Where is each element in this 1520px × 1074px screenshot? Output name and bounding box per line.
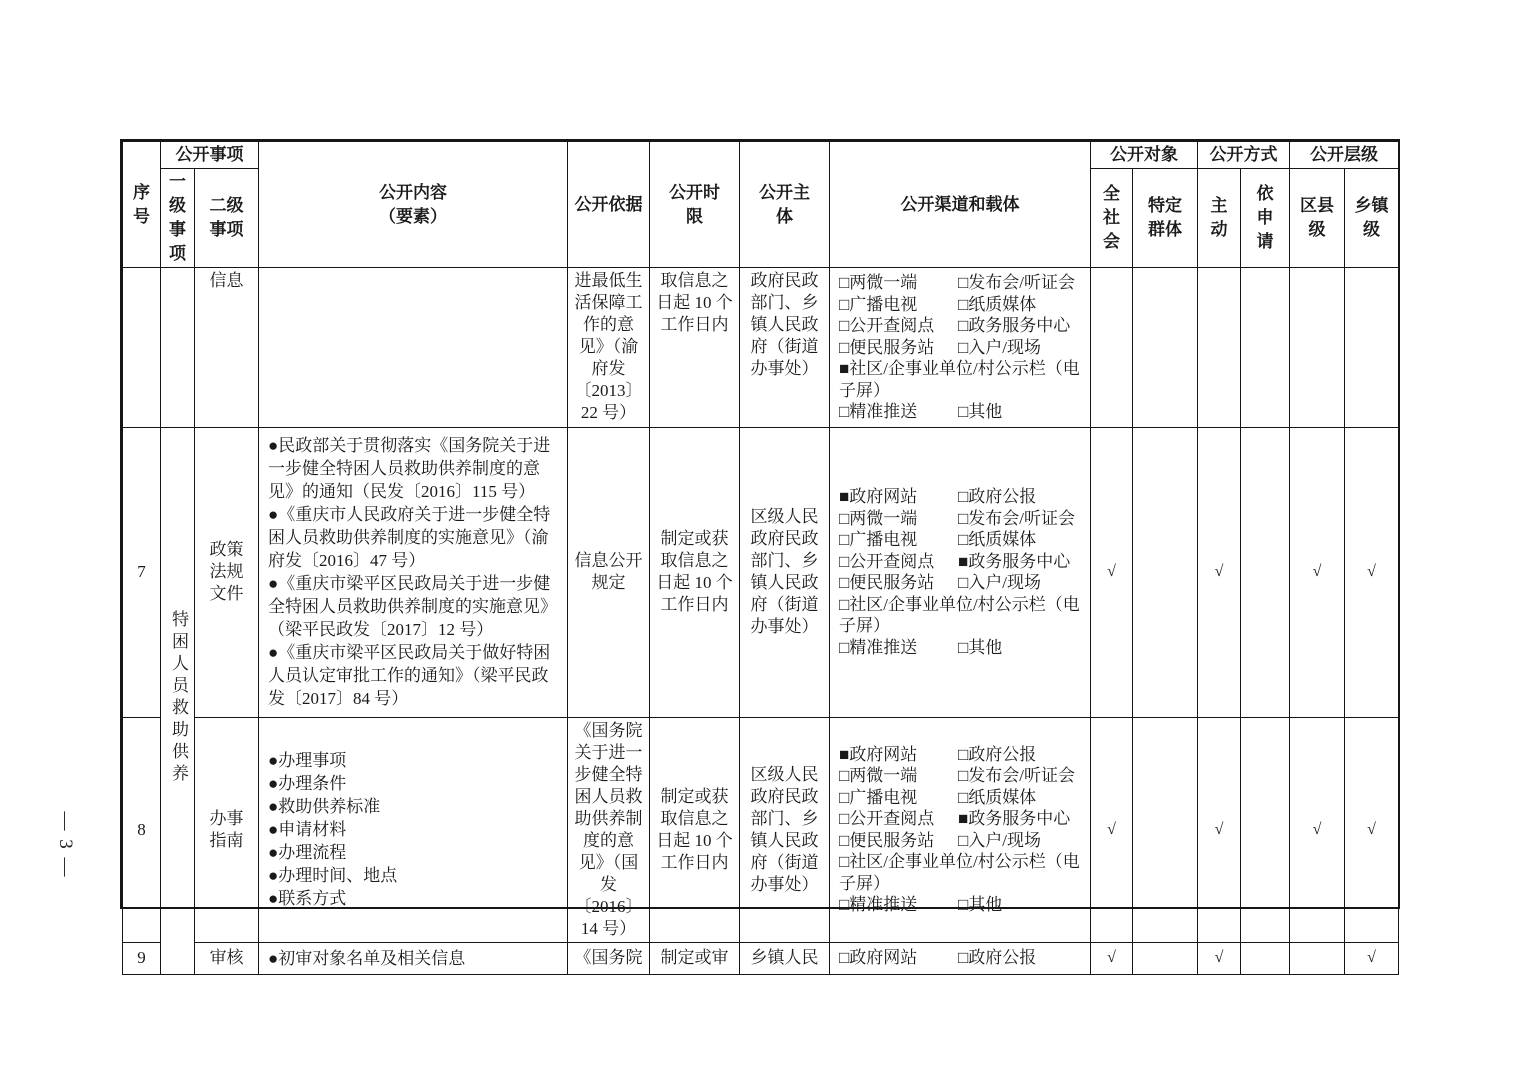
cell-seq: 8 (123, 717, 161, 942)
channel-option: □广播电视 (839, 787, 918, 807)
channel-option: □入户/现场 (958, 573, 1041, 592)
content-bullet: ●初审对象名单及相关信息 (268, 948, 466, 968)
table-row-continuation (123, 268, 1399, 428)
channel-option: □发布会/听证会 (958, 273, 1075, 292)
channel-option: □发布会/听证会 (958, 766, 1075, 785)
cell-basis: 进最低生活保障工作的意见》（渝府发〔2013〕22 号） (568, 268, 650, 428)
col-header-content (259, 142, 568, 268)
cell-subject: 政府民政部门、乡镇人民政府（街道办事处） (740, 268, 830, 428)
col-header-method-active: 主动 (1198, 169, 1241, 268)
channel-option: □社区/企事业单位/村公示栏（电子屏） (839, 852, 1080, 893)
channel-option-row (839, 529, 1086, 551)
content-bullet: ●救助供养标准 (268, 797, 381, 816)
check-cell-target-specific (1133, 942, 1198, 974)
cell-channels (830, 717, 1091, 942)
channel-option: □精准推送 (839, 637, 918, 657)
check-cell-target-all: √ (1091, 942, 1133, 974)
check-cell-level-township: √ (1345, 427, 1399, 717)
channel-option-row (839, 787, 1086, 809)
channel-option-row (839, 294, 1086, 316)
col-header-level1: 一级事项 (161, 169, 195, 268)
channel-option-row (839, 851, 1086, 894)
channel-option: □政府公报 (958, 744, 1037, 764)
col-header-target-specific: 特定群体 (1133, 169, 1198, 268)
cell-seq: 7 (123, 427, 161, 717)
cell-level2: 办事指南 (195, 717, 259, 942)
cell-content (259, 942, 568, 974)
check-cell-level-township: √ (1345, 717, 1399, 942)
channel-option-row (839, 551, 1086, 573)
cell-channels (830, 942, 1091, 974)
cell-subject: 区级人民政府民政部门、乡镇人民政府（街道办事处） (740, 427, 830, 717)
check-cell-method-active: √ (1198, 942, 1241, 974)
col-header-method-request: 依申请 (1241, 169, 1290, 268)
check-cell-level-district: √ (1290, 427, 1345, 717)
check-cell-target-specific (1133, 427, 1198, 717)
check-cell-method-active: √ (1198, 427, 1241, 717)
col-header-channels: 公开渠道和载体 (830, 142, 1091, 268)
cell-time-limit: 制定或获取信息之日起 10 个工作日内 (650, 717, 740, 942)
channel-option: ■政府网站 (839, 744, 918, 764)
col-header-level-district: 区县级 (1290, 169, 1345, 268)
channel-option: □政务服务中心 (958, 316, 1071, 335)
col-header-method: 公开方式 (1198, 142, 1290, 169)
cell-level1 (161, 268, 195, 428)
col-header-level2: 二级事项 (195, 169, 259, 268)
cell-basis: 信息公开规定 (568, 427, 650, 717)
content-bullet: ●办理时间、地点 (268, 866, 398, 885)
col-header-basis: 公开依据 (568, 142, 650, 268)
channel-option: □广播电视 (839, 294, 918, 314)
channel-option-row (839, 594, 1086, 637)
check-cell-method-request (1241, 717, 1290, 942)
content-bullet: ●联系方式 (268, 889, 347, 908)
cell-time-limit: 取信息之日起 10 个工作日内 (650, 268, 740, 428)
check-cell-method-request (1241, 268, 1290, 428)
channel-option-row (839, 272, 1086, 294)
check-cell-method-request (1241, 942, 1290, 974)
channel-option: □便民服务站 (839, 573, 935, 592)
page-number: — 3 — (55, 811, 76, 879)
check-cell-level-district (1290, 268, 1345, 428)
content-bullet: ●办理事项 (268, 751, 347, 770)
cell-basis: 《国务院关于进一步健全特困人员救助供养制度的意见》（国发〔2016〕14 号） (568, 717, 650, 942)
channel-option-row (839, 572, 1086, 594)
channel-option: □便民服务站 (839, 830, 935, 850)
channel-option: □纸质媒体 (958, 530, 1037, 549)
table (122, 141, 1399, 975)
content-bullet: ●《重庆市人民政府关于进一步健全特困人员救助供养制度的实施意见》（渝府发〔2016〕47 号） (268, 505, 551, 570)
cell-time-limit: 制定或获取信息之日起 10 个工作日内 (650, 427, 740, 717)
content-bullet: ●《重庆市梁平区民政局关于进一步健全特困人员救助供养制度的实施意见》（梁平民政发〔2017〕12 号） (268, 574, 557, 639)
table-row-7 (123, 427, 1399, 717)
check-cell-level-district (1290, 942, 1345, 974)
check-cell-level-township: √ (1345, 942, 1399, 974)
cell-channels (830, 268, 1091, 428)
check-cell-target-all (1091, 268, 1133, 428)
channel-option-row (839, 315, 1086, 337)
channel-option-row (839, 894, 1086, 916)
channel-option: □便民服务站 (839, 337, 935, 357)
channel-option: □纸质媒体 (958, 787, 1037, 807)
col-header-target: 公开对象 (1091, 142, 1198, 169)
col-header-content-line1: 公开内容 (379, 182, 447, 202)
cell-channels (830, 427, 1091, 717)
channel-option: □精准推送 (839, 895, 918, 914)
channel-option: □社区/企事业单位/村公示栏（电子屏） (839, 594, 1080, 635)
channel-option: □公开查阅点 (839, 316, 935, 335)
channel-option-row (839, 337, 1086, 359)
channel-option: ■政务服务中心 (958, 551, 1071, 571)
check-cell-level-township (1345, 268, 1399, 428)
channel-option: □政府公报 (958, 948, 1037, 968)
channel-option: □两微一端 (839, 273, 918, 292)
cell-level2: 政策法规文件 (195, 427, 259, 717)
cell-subject: 区级人民政府民政部门、乡镇人民政府（街道办事处） (740, 717, 830, 942)
col-header-seq: 序号 (123, 142, 161, 268)
check-cell-method-request (1241, 427, 1290, 717)
cell-content (259, 717, 568, 942)
check-cell-level-district: √ (1290, 717, 1345, 942)
cell-seq: 9 (123, 942, 161, 974)
col-header-level-township: 乡镇级 (1345, 169, 1399, 268)
check-cell-method-active (1198, 268, 1241, 428)
channel-option: □政府公报 (958, 487, 1037, 506)
channel-option: □公开查阅点 (839, 551, 935, 571)
check-cell-method-active: √ (1198, 717, 1241, 942)
channel-option: □两微一端 (839, 508, 918, 528)
cell-level2: 审核 (195, 942, 259, 974)
channel-option: □精准推送 (839, 402, 918, 421)
content-bullet: ●申请材料 (268, 820, 347, 839)
channel-option: ■社区/企事业单位/村公示栏（电子屏） (839, 359, 1080, 400)
cell-subject: 乡镇人民 (740, 942, 830, 974)
cell-content (259, 268, 568, 428)
channel-option: □政府网站 (839, 948, 918, 968)
channel-option-row (839, 637, 1086, 659)
channel-option: □发布会/听证会 (958, 508, 1075, 528)
cell-level1-merged (161, 427, 195, 974)
check-cell-target-all: √ (1091, 427, 1133, 717)
channel-option: □纸质媒体 (958, 294, 1037, 314)
channel-option: □广播电视 (839, 530, 918, 549)
check-cell-target-specific (1133, 268, 1198, 428)
channel-option-row (839, 358, 1086, 401)
content-bullet: ●民政部关于贯彻落实《国务院关于进一步健全特困人员救助供养制度的意见》的通知（民发〔2016〕115 号） (268, 436, 551, 501)
channel-option-row (839, 765, 1086, 787)
col-header-level: 公开层级 (1290, 142, 1399, 169)
channel-option: □其他 (958, 895, 1003, 914)
channel-option-row (839, 744, 1086, 766)
content-bullet: ●办理条件 (268, 774, 347, 793)
col-header-target-all: 全社会 (1091, 169, 1133, 268)
channel-option: □其他 (958, 402, 1003, 421)
channel-option-row (839, 401, 1086, 423)
col-header-content-line2: （要素） (379, 206, 447, 226)
channel-option-row (839, 947, 1086, 969)
channel-option-row (839, 508, 1086, 530)
col-header-public-matters: 公开事项 (161, 142, 259, 169)
disclosure-table (120, 139, 1400, 968)
level1-vertical-label: 特困人员救助供养 (169, 609, 188, 786)
cell-content (259, 427, 568, 717)
channel-option: □入户/现场 (958, 337, 1041, 357)
cell-seq (123, 268, 161, 428)
channel-option: □公开查阅点 (839, 809, 935, 828)
header-row-1 (123, 142, 1399, 169)
cell-time-limit: 制定或审 (650, 942, 740, 974)
cell-basis: 《国务院 (568, 942, 650, 974)
channel-option: □入户/现场 (958, 830, 1041, 850)
content-bullet: ●办理流程 (268, 843, 347, 862)
check-cell-target-specific (1133, 717, 1198, 942)
channel-option: ■政府网站 (839, 487, 918, 506)
check-cell-target-all: √ (1091, 717, 1133, 942)
col-header-subject: 公开主体 (740, 142, 830, 268)
table-row-8 (123, 717, 1399, 942)
channel-option-row (839, 486, 1086, 508)
content-bullet: ●《重庆市梁平区民政局关于做好特困人员认定审批工作的通知》（梁平民政发〔2017〕84 号） (268, 643, 551, 708)
channel-option: ■政务服务中心 (958, 809, 1071, 828)
channel-option-row (839, 808, 1086, 830)
cell-level2: 信息 (195, 268, 259, 428)
channel-option: □其他 (958, 637, 1003, 657)
channel-option-row (839, 830, 1086, 852)
col-header-time-limit: 公开时限 (650, 142, 740, 268)
channel-option: □两微一端 (839, 766, 918, 785)
table-row-9 (123, 942, 1399, 974)
